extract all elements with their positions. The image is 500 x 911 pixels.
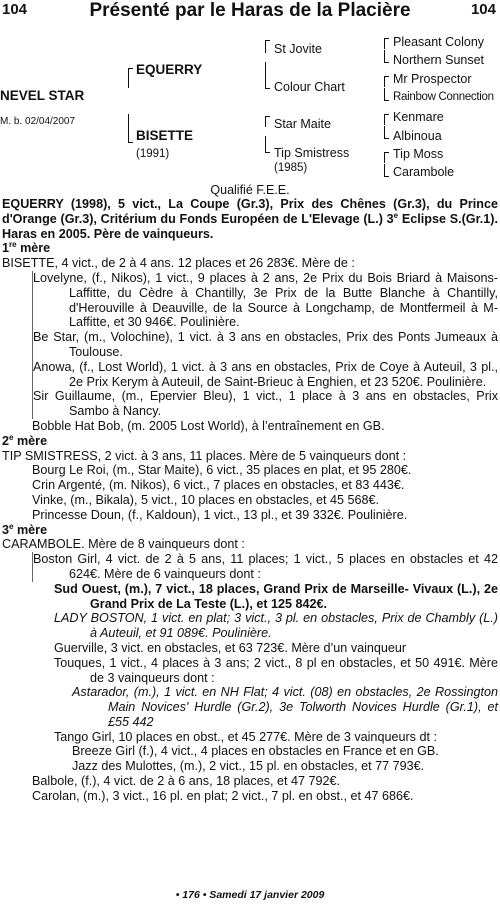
g1-bracket <box>384 38 389 49</box>
gg-1: Pleasant Colony <box>393 35 485 49</box>
dam-sire: Star Maite <box>274 117 331 131</box>
entry-carambole: CARAMBOLE. Mère de 8 vainqueurs dont : <box>2 537 245 552</box>
sire-text-b: Eclipse S.(Gr.1). Haras en 2005. Père de vainqueurs. <box>2 211 498 241</box>
entry-sud-ouest: Sud Ouest, (m.), 7 vict., 18 places, Grand Prix de Marseille- Vivaux (L.), 2e Grand Prix de La Teste (L.), et 125 842€. <box>54 581 498 611</box>
h1-sup: re <box>9 240 17 250</box>
g6-bracket <box>384 126 389 139</box>
entry-breeze-girl: Breeze Girl (f.), 4 vict., 4 places en obstacles en France et en GB. <box>72 744 439 759</box>
gg-5: Kenmare <box>393 110 444 124</box>
entry-tip-smistress: TIP SMISTRESS, 2 vict. à 3 ans, 11 places. Mère de 5 vainqueurs dont : <box>2 448 407 463</box>
gg-7: Tip Moss <box>393 147 444 161</box>
gg-2: Northern Sunset <box>393 53 485 67</box>
dam-dam: Tip Smistress <box>274 146 350 160</box>
g8-bracket <box>384 164 389 177</box>
page-header <box>0 0 500 22</box>
gg-8: Carambole <box>393 165 455 179</box>
entry-be-star: Be Star, (m., Volochine), 1 vict. à 3 ans en obstacles, Prix des Ponts Jumeaux à Toulouse. <box>33 330 498 359</box>
entry-balbole: Balbole, (f.), 4 vict. de 2 à 6 ans, 18 places, et 47 792€. <box>32 774 341 789</box>
h1-n: 1 <box>2 241 10 256</box>
page-footer: • 176 • Samedi 17 janvier 2009 <box>175 889 325 901</box>
entry-anowa: Anowa, (f., Lost World), 1 vict. à 3 ans en obstacles, Prix de Coye à Auteuil, 3 pl., 2e Prix Kerym à Auteuil, de Saint-Brieuc à Enghien, et 23 520€. Poulinière. <box>33 359 498 389</box>
h1-t: mère <box>16 241 51 256</box>
h2-n: 2 <box>2 433 10 448</box>
horse-info: M. b. 02/04/2007 <box>0 116 76 127</box>
sire-name: EQUERRY <box>136 62 203 77</box>
heading-mere-2 <box>2 434 498 449</box>
entry-touques: Touques, 1 vict., 4 places à 3 ans; 2 vict., 8 pl en obstacles, et 50 491€. Mère de 3 vainqueurs dont : <box>54 655 498 685</box>
ds-bracket <box>265 116 270 127</box>
entry-lovelyne: Lovelyne, (f., Nikos), 1 vict., 9 places à 2 ans, 2e Prix du Bois Briard à Maisons-Laffitte, du Cèdre à Chantilly, 3e Prix de la Butte Blanche à Chantilly, d'Herouville à Deauville, de la Source à Longchamp, de Montfermeil à M-Laffitte, et 30 946€. Poulinière. <box>33 270 498 330</box>
sire-text-sup: e <box>393 210 399 220</box>
entry-vinke: Vinke, (m., Bikala), 5 vict., 10 places en obstacles, et 45 568€. <box>32 492 379 507</box>
sire-sire: St Jovite <box>274 42 322 56</box>
dam-dam-year: (1985) <box>274 162 308 174</box>
ss-bracket <box>265 40 270 53</box>
gg-6: Albinoua <box>393 129 442 143</box>
entry-jazz-des-mulottes: Jazz des Mulottes, (m.), 2 vict., 15 pl. en obstacles, et 77 793€. <box>72 759 425 774</box>
g7-bracket <box>384 152 389 163</box>
entry-sir-guillaume: Sir Guillaume, (m., Epervier Bleu), 1 vict., 1 place à 3 ans en obstacles, Prix Sambo à Nancy. <box>33 389 498 419</box>
entry-guerville: Guerville, 3 vict. en obstacles, et 63 723€. Mère d’un vainqueur <box>54 640 407 655</box>
h2-sup: e <box>9 432 14 442</box>
sd-bracket <box>265 62 270 89</box>
entry-boston-girl: Boston Girl, 4 vict. de 2 à 5 ans, 11 places; 1 vict., 5 places en obstacles et 42 624€. Mère de 6 vainqueurs dont : <box>33 552 498 581</box>
gg-3: Mr Prospector <box>393 72 472 86</box>
entry-princesse-doun: Princesse Doun, (f., Kaldoun), 1 vict., 13 pl., et 39 332€. Poulinière. <box>32 507 408 522</box>
horse-name: NEVEL STAR <box>0 88 85 103</box>
entry-bobble-hat-bob: Bobble Hat Bob, (m. 2005 Lost World), à l’entraînement en GB. <box>32 418 385 433</box>
heading-mere-1 <box>2 241 498 256</box>
page-number-left: 104 <box>2 1 28 18</box>
catalogue-text <box>2 197 498 804</box>
g2-bracket <box>384 50 389 63</box>
page-number-right: 104 <box>470 1 496 18</box>
entry-tango-girl: Tango Girl, 10 places en obst., et 45 277€. Mère de 3 vainqueurs dt : <box>54 729 437 744</box>
dd-bracket <box>265 136 270 153</box>
entry-astarador: Astarador, (m.), 1 vict. en NH Flat; 4 vict. (08) en obstacles, 2e Rossington Main Novices' Hurdle (Gr.2), 3e Tolworth Novices Hurdle (Gr.1), et £55 442 <box>72 685 498 729</box>
dam-name: BISETTE <box>136 128 194 143</box>
entry-crin-argente: Crin Argenté, (m. Nikos), 6 vict., 7 places en obstacles, et 83 443€. <box>32 478 405 493</box>
entry-carolan: Carolan, (m.), 3 vict., 16 pl. en plat; 2 vict., 7 pl. en obst., et 47 686€. <box>32 788 414 803</box>
g5-bracket <box>384 114 389 125</box>
qualification: Qualifié F.E.E. <box>210 183 290 197</box>
entry-bourg-le-roi: Bourg Le Roi, (m., Star Maite), 6 vict., 35 places en plat, et 95 280€. <box>32 463 412 478</box>
dam-year: (1991) <box>136 148 170 160</box>
entry-bisette: BISETTE, 4 vict., de 2 à 4 ans. 12 places et 26 283€. Mère de : <box>2 256 355 271</box>
h3-n: 3 <box>2 522 10 537</box>
pedigree-table <box>0 32 500 182</box>
page-title: Présenté par le Haras de la Placière <box>89 0 411 21</box>
sire-bracket-top <box>128 68 133 88</box>
dam-bracket-bottom <box>128 114 133 143</box>
h3-sup: e <box>9 521 14 531</box>
h2-t: mère <box>13 433 48 448</box>
gg-4: Rainbow Connection <box>393 91 494 103</box>
entry-lady-boston: LADY BOSTON, 1 vict. en plat; 3 vict., 3 pl. en obstacles, Prix de Chambly (L.) à Auteuil, et 91 089€. Poulinière. <box>54 611 498 641</box>
sire-paragraph <box>2 197 498 241</box>
sire-text-a: EQUERRY (1998), 5 vict., La Coupe (Gr.3), Prix des Chênes (Gr.3), du Prince d'Orange (Gr.3), Critérium du Fonds Européen de L'Elevage (L.) 3 <box>2 197 498 226</box>
sire-dam: Colour Chart <box>274 80 345 94</box>
h3-t: mère <box>13 522 48 537</box>
g3-bracket <box>384 76 389 87</box>
heading-mere-3 <box>2 523 498 538</box>
g4-bracket <box>384 88 389 101</box>
